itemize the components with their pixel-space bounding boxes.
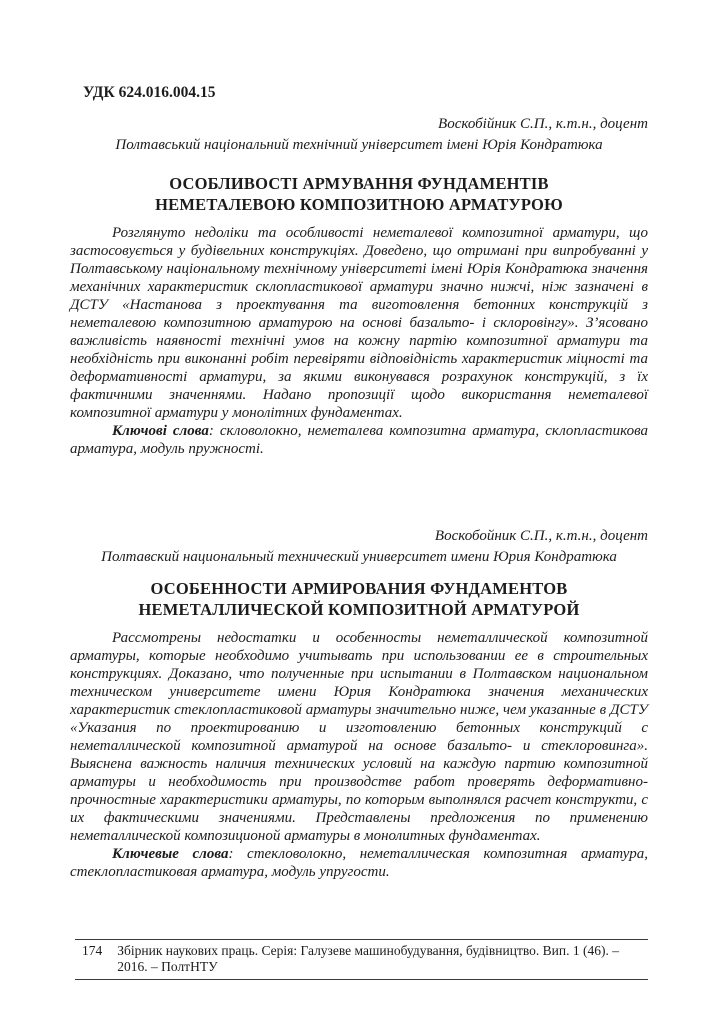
keywords-text: : скловолокно, неметалева композитна арматура, склопластикова арматура, модуль пружності. xyxy=(70,423,648,457)
section-russian xyxy=(70,526,648,881)
title-line-2: НЕМЕТАЛЛИЧЕСКОЙ КОМПОЗИТНОЙ АРМАТУРОЙ xyxy=(138,600,580,619)
abstract-ukrainian: Розглянуто недоліки та особливості неметалевої композитної арматури, що застосовується у будівельних конструкціях. Доведено, що отримані при випробуванні у Полтавському національному технічному університеті імені Юрія Кондратюка значення механічних характеристик склопластикової арматури значно нижчі, ніж зазначені в ДСТУ «Настанова з проектування та виготовлення бетонних конструкцій з неметалевою композитною арматурою на основі базальто- і склоровінгу». З’ясовано важливість наявності технічні умов на кожну партію композитної арматури та необхідність при виконанні робіт перевіряти відповідність характеристик міцності та деформативності арматури, за якими виконувався розрахунок конструкцій, з їх фактичними значеннями. Надано пропозиції щодо використання неметалевої композитної арматури у монолітних фундаментах. xyxy=(70,225,648,421)
paper-title-ukrainian xyxy=(70,173,648,215)
page-footer xyxy=(75,939,648,980)
title-line-1: ОСОБЕННОСТИ АРМИРОВАНИЯ ФУНДАМЕНТОВ xyxy=(150,579,568,598)
keywords-russian xyxy=(70,845,648,881)
author-affiliation: Полтавський національний технічний університет імені Юрія Кондратюка xyxy=(115,137,603,153)
author-name: Воскобійник С.П., к.т.н., доцент xyxy=(438,116,648,132)
keywords-ukrainian xyxy=(70,422,648,458)
keywords-label: Ключові слова xyxy=(112,423,209,439)
page-number: 174 xyxy=(82,943,103,958)
keywords-text: : стекловолокно, неметаллическая композитная арматура, стеклопластиковая арматура, модуль упругости. xyxy=(70,846,648,880)
author-block-russian xyxy=(70,526,648,568)
journal-citation: Збірник наукових праць. Серія: Галузеве машинобудування, будівництво. Вип. 1 (46). – 2016. – ПолтНТУ xyxy=(117,943,619,974)
paper-title-russian xyxy=(70,578,648,620)
page-content xyxy=(70,0,648,881)
keywords-label: Ключевые слова xyxy=(112,846,229,862)
title-line-1: ОСОБЛИВОСТІ АРМУВАННЯ ФУНДАМЕНТІВ xyxy=(169,174,549,193)
author-affiliation: Полтавский национальный технический университет имени Юрия Кондратюка xyxy=(101,549,617,565)
author-block-ukrainian xyxy=(70,114,648,156)
section-ukrainian xyxy=(70,114,648,458)
udc-code: УДК 624.016.004.15 xyxy=(83,84,216,101)
title-line-2: НЕМЕТАЛЕВОЮ КОМПОЗИТНОЮ АРМАТУРОЮ xyxy=(155,195,563,214)
author-name: Воскобойник С.П., к.т.н., доцент xyxy=(434,528,648,544)
abstract-russian: Рассмотрены недостатки и особенносты неметаллической композитной арматуры, которые необходимо учитывать при использовании ее в строительных конструкциях. Доказано, что полученные при испытании в Полтавском национальном техническом университете имени Юрия Кондратюка значения механических характеристик стеклопластиковой арматуры значительно ниже, чем указанные в ДСТУ «Указания по проектированию и изготовлению бетонных конструкций с неметаллической композитной арматурой на основе базальто- и стеклоровинга». Выяснена важность наличия технических условий на каждую партию композитной арматуры и необходимость при производстве работ проверять деформативно-прочностные характеристики арматуры, по которым выполнялся расчет конструкти, с их фактическими значениями. Представлены предложения по применению неметаллической композиционой арматуры в монолитных фундаментах. xyxy=(70,630,648,844)
